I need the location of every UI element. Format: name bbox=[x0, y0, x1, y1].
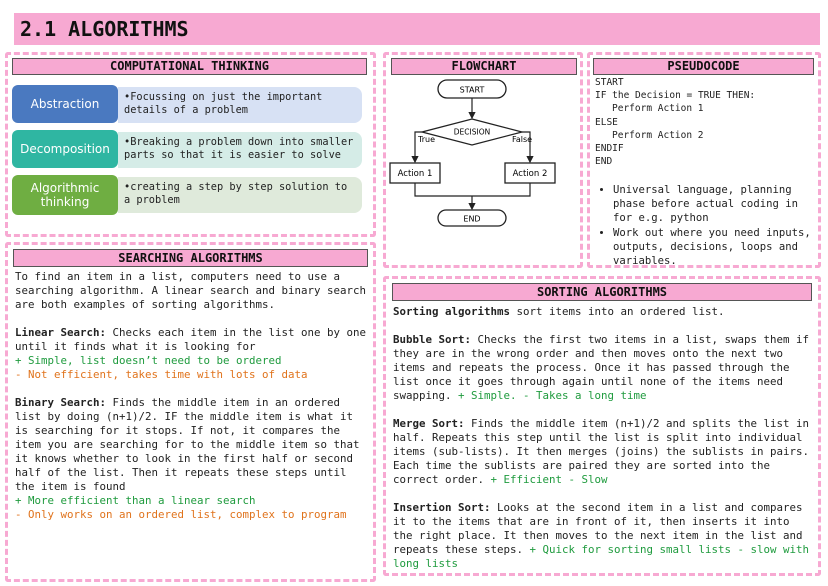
pseudocode-line: START bbox=[595, 77, 624, 88]
pseudocode-line: ELSE bbox=[595, 116, 618, 128]
sorting-intro-text: sort items into an ordered list. bbox=[510, 305, 725, 318]
decomposition-label: Decomposition bbox=[12, 130, 118, 168]
searching-header: SEARCHING ALGORITHMS bbox=[13, 249, 368, 267]
linear-search-text: Checks each item in the list one by one until it finds what it is looking for bbox=[15, 326, 367, 353]
merge-sort-text: Finds the middle item (n+1)/2 and splits the list in half. Repeats this step until the list is split into individual items (sub-lists). It then merges (joins) the sublists in pairs. Each time the sublists are paired they are sorted into the correct order. bbox=[393, 417, 810, 486]
binary-pro: + More efficient than a linear search bbox=[15, 494, 256, 507]
pseudocode-line: ENDIF bbox=[595, 143, 624, 155]
bullet-item: • Work out where you need inputs, outputs, decisions, loops and variables. bbox=[613, 226, 813, 268]
pseudocode-line: Perform Action 2 bbox=[612, 129, 704, 141]
sorting-content bbox=[393, 305, 813, 571]
bubble-sort-text: Checks the first two items in a list, swaps them if they are in the wrong order and then moves onto the next two items and repeats the process. Once it has passed through the list once it goes through again until none of the items need swapping. bbox=[393, 333, 810, 402]
abstraction-label: Abstraction bbox=[12, 85, 118, 123]
bullet-item: • Universal language, planning phase before actual coding in for e.g. python bbox=[613, 183, 813, 225]
false-label: False bbox=[512, 135, 533, 144]
sorting-header: SORTING ALGORITHMS bbox=[392, 283, 812, 301]
merge-sort-note: + Efficient - Slow bbox=[490, 473, 608, 486]
searching-intro: To find an item in a list, computers need to use a searching algorithm. A linear search and binary search are both examples of sorting algorithms. bbox=[15, 270, 367, 311]
decomposition-desc: •Breaking a problem down into smaller parts so that it is easier to solve bbox=[118, 132, 362, 168]
binary-search-text: Finds the middle item in an ordered list by doing (n+1)/2. IF the middle item is what it is searching for it stops. If not, it compares the item you are searching for to the middle item so that it knows whether to look in the first half or second half of the list. Then it repeats these steps until the item is found bbox=[15, 396, 360, 493]
pseudocode-line: Perform Action 1 bbox=[612, 103, 704, 115]
algorithmic-thinking-desc: •creating a step by step solution to a problem bbox=[118, 177, 362, 213]
pseudocode-block bbox=[595, 76, 755, 168]
linear-con: - Not efficient, takes time with lots of data bbox=[15, 368, 308, 381]
sorting-intro-bold: Sorting algorithms bbox=[393, 305, 511, 318]
binary-search-title: Binary Search: bbox=[15, 396, 107, 409]
pseudocode-line: IF the Decision = TRUE THEN: bbox=[595, 90, 756, 102]
computational-thinking-header: COMPUTATIONAL THINKING bbox=[12, 58, 367, 75]
merge-sort-title: Merge Sort: bbox=[393, 417, 465, 430]
pseudocode-line: END bbox=[595, 156, 613, 168]
true-label: True bbox=[418, 135, 435, 144]
page-title: 2.1 ALGORITHMS bbox=[14, 13, 820, 45]
insertion-sort-note: + Quick for sorting small lists - slow with long lists bbox=[393, 543, 810, 570]
bubble-sort-title: Bubble Sort: bbox=[393, 333, 472, 346]
arrow-action1-end bbox=[415, 183, 472, 196]
binary-con: - Only works on an ordered list, complex to program bbox=[15, 508, 347, 521]
flowchart-diagram bbox=[385, 76, 581, 236]
insertion-sort-text: Looks at the second item in a list and compares it to the items that are in front of it, then inserts it into the right place. It then moves to the next item in the list and repeats these steps. bbox=[393, 501, 803, 556]
linear-search-title: Linear Search: bbox=[15, 326, 107, 339]
pseudocode-bullets bbox=[593, 183, 813, 269]
abstraction-desc: •Focussing on just the important details of a problem bbox=[118, 87, 362, 123]
end-text: END bbox=[463, 214, 481, 224]
decision-text: DECISION bbox=[453, 127, 491, 137]
arrow-action2-end bbox=[472, 183, 530, 196]
start-text: START bbox=[459, 85, 485, 95]
bubble-sort-note: + Simple. - Takes a long time bbox=[458, 389, 647, 402]
linear-pro: + Simple, list doesn’t need to be ordered bbox=[15, 354, 282, 367]
pseudocode-header: PSEUDOCODE bbox=[593, 58, 814, 75]
action1-text: Action 1 bbox=[397, 169, 433, 179]
insertion-sort-title: Insertion Sort: bbox=[393, 501, 491, 514]
searching-content bbox=[15, 270, 370, 522]
flowchart-header: FLOWCHART bbox=[391, 58, 577, 75]
algorithmic-thinking-label: Algorithmic thinking bbox=[12, 175, 118, 215]
action2-text: Action 2 bbox=[512, 169, 548, 179]
